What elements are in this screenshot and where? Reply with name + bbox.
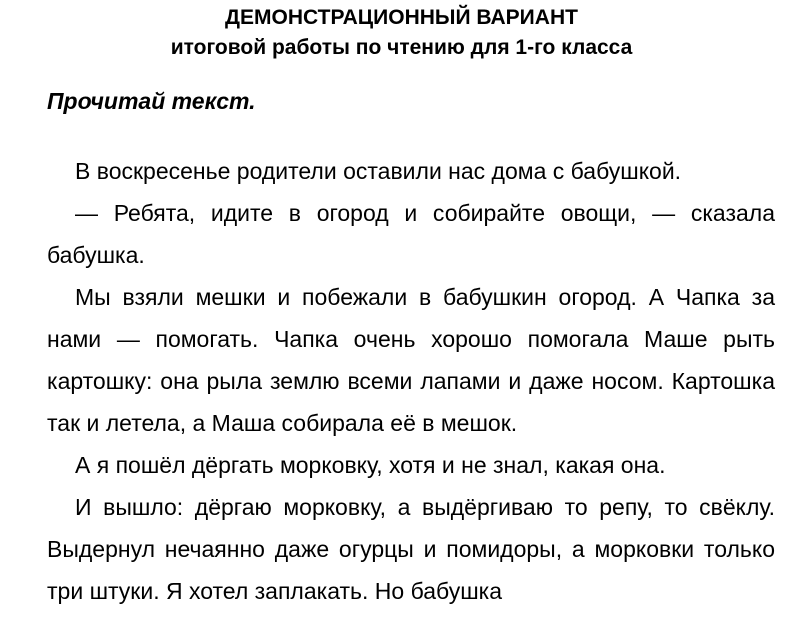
text-paragraph: В воскресенье родители оставили нас дома с бабушкой. xyxy=(75,158,682,184)
task-instruction: Прочитай текст. xyxy=(47,88,256,114)
document-title: ДЕМОНСТРАЦИОННЫЙ ВАРИАНТ xyxy=(225,6,578,29)
text-paragraph: А я пошёл дёргать морковку, хотя и не знал, какая она. xyxy=(75,452,666,478)
text-paragraph: Мы взяли мешки и побежали в бабушкин огород. А Чапка за нами — помогать. Чапка очень хорошо помогала Маше рыть картошку: она рыла землю всеми лапами и даже носом. Картошка так и летела, а Маша собирала её в мешок. xyxy=(47,284,775,436)
document-subtitle: итоговой работы по чтению для 1-го класса xyxy=(170,36,633,59)
reading-text xyxy=(47,150,775,612)
text-paragraph: И вышло: дёргаю морковку, а выдёргиваю то репу, то свёклу. Выдернул нечаянно даже огурцы и помидоры, а морковки только три штуки. Я хотел заплакать. Но бабушка xyxy=(47,494,775,604)
text-paragraph: — Ребята, идите в огород и собирайте овощи, — сказала бабушка. xyxy=(47,200,775,268)
